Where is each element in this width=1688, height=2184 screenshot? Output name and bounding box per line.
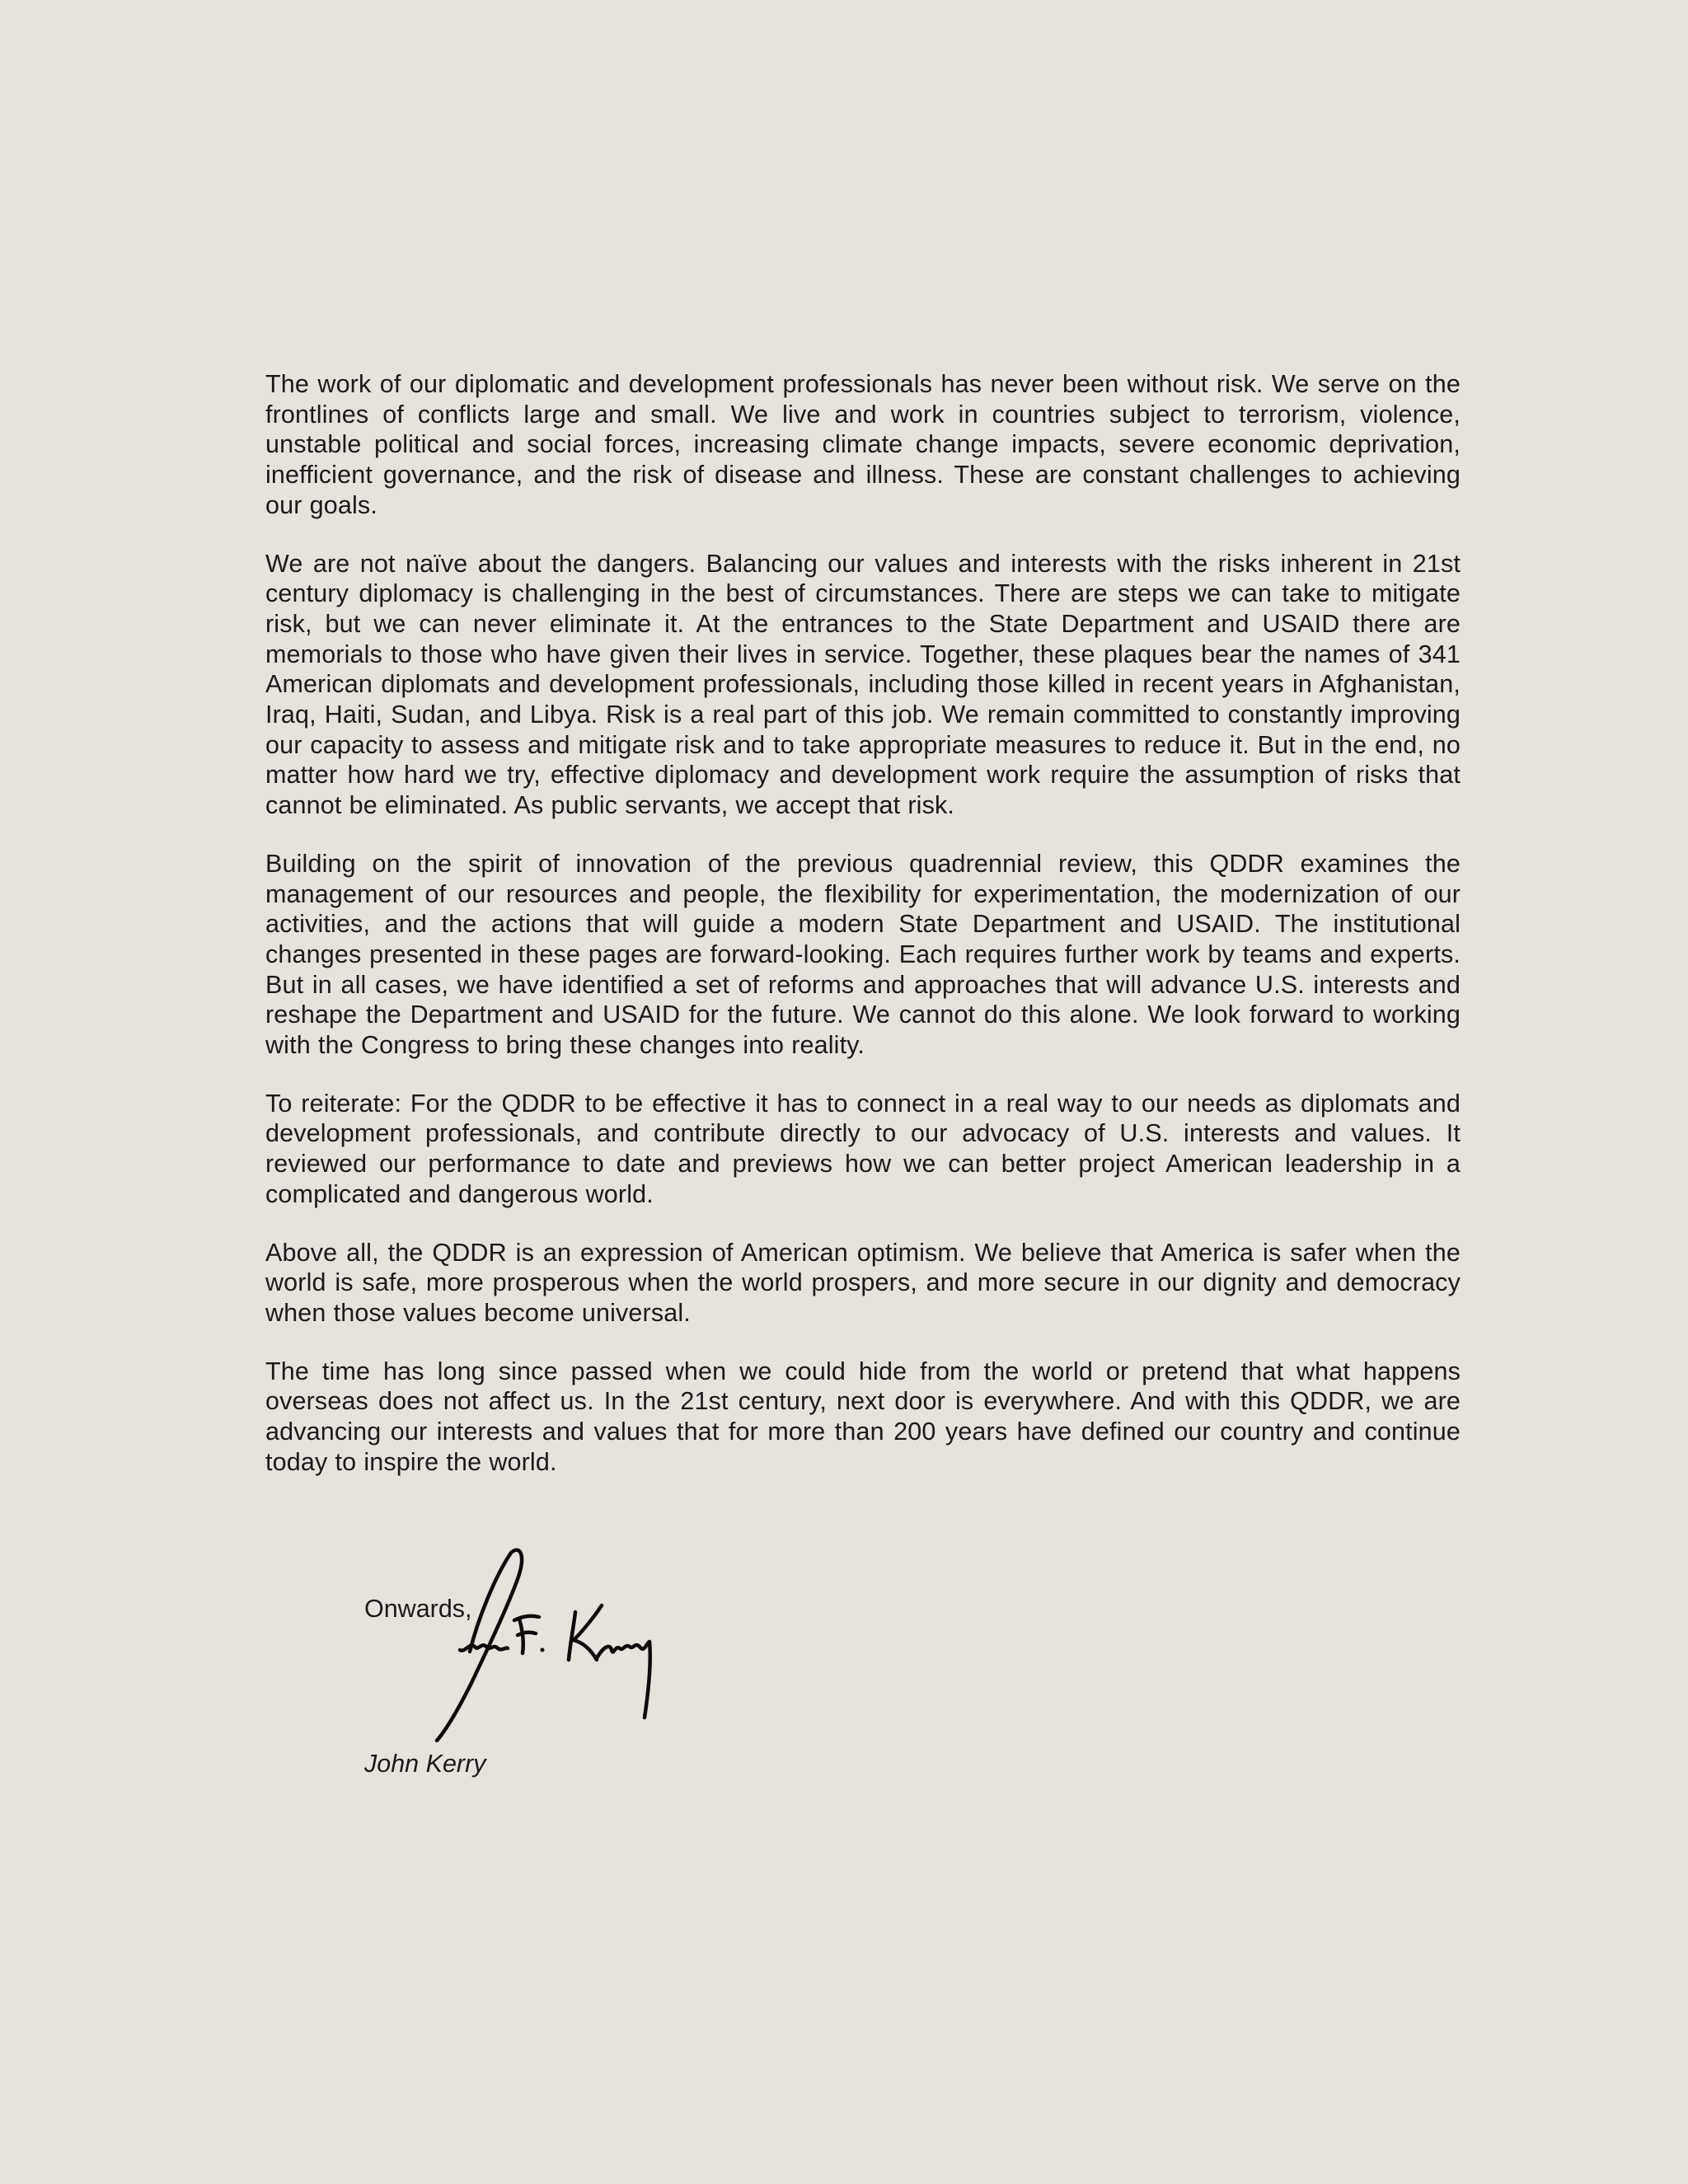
signer-name: John Kerry [364, 1750, 486, 1778]
handwritten-signature [429, 1544, 676, 1742]
paragraph-2: We are not naïve about the dangers. Balancing our values and interests with the risks inherent in 21st century diplomacy is challenging in the best of circumstances. There are steps we can take to mitigate risk, but we can never eliminate it. At the entrances to the State Department and USAID there are memorials to those who have given their lives in service. Together, these plaques bear the names of 341 American diplomats and development professionals, including those killed in recent years in Afghanistan, Iraq, Haiti, Sudan, and Libya. Risk is a real part of this job. We remain committed to constantly improving our capacity to assess and mitigate risk and to take appropriate measures to reduce it. But in the end, no matter how hard we try, effective diplomacy and development work require the assumption of risks that cannot be eliminated. As public servants, we accept that risk. [265, 549, 1461, 820]
paragraph-3: Building on the spirit of innovation of the previous quadrennial review, this QDDR examines the management of our resources and people, the flexibility for experimentation, the modernization of our activities, and the actions that will guide a modern State Department and USAID. The institutional changes presented in these pages are forward-looking. Each requires further work by teams and experts. But in all cases, we have identified a set of reforms and approaches that will advance U.S. interests and reshape the Department and USAID for the future. We cannot do this alone. We look forward to working with the Congress to bring these changes into reality. [265, 849, 1461, 1060]
paragraph-4: To reiterate: For the QDDR to be effective it has to connect in a real way to our needs as diplomats and development professionals, and contribute directly to our advocacy of U.S. interests and values. It reviewed our performance to date and previews how we can better project American leadership in a complicated and dangerous world. [265, 1089, 1461, 1208]
closing-salutation: Onwards, [364, 1595, 472, 1623]
paragraph-1: The work of our diplomatic and development professionals has never been without risk. We serve on the frontlines of conflicts large and small. We live and work in countries subject to terrorism, violence, unstable political and social forces, increasing climate change impacts, severe economic deprivation, inefficient governance, and the risk of disease and illness. These are constant challenges to achieving our goals. [265, 370, 1461, 519]
paragraph-5: Above all, the QDDR is an expression of American optimism. We believe that America is safer when the world is safe, more prosperous when the world prospers, and more secure in our dignity and democracy when those values become universal. [265, 1238, 1461, 1327]
paragraph-6: The time has long since passed when we could hide from the world or pretend that what happens overseas does not affect us. In the 21st century, next door is everywhere. And with this QDDR, we are advancing our interests and values that for more than 200 years have defined our country and continue today to inspire the world. [265, 1357, 1461, 1476]
letter-body [265, 369, 1461, 1506]
